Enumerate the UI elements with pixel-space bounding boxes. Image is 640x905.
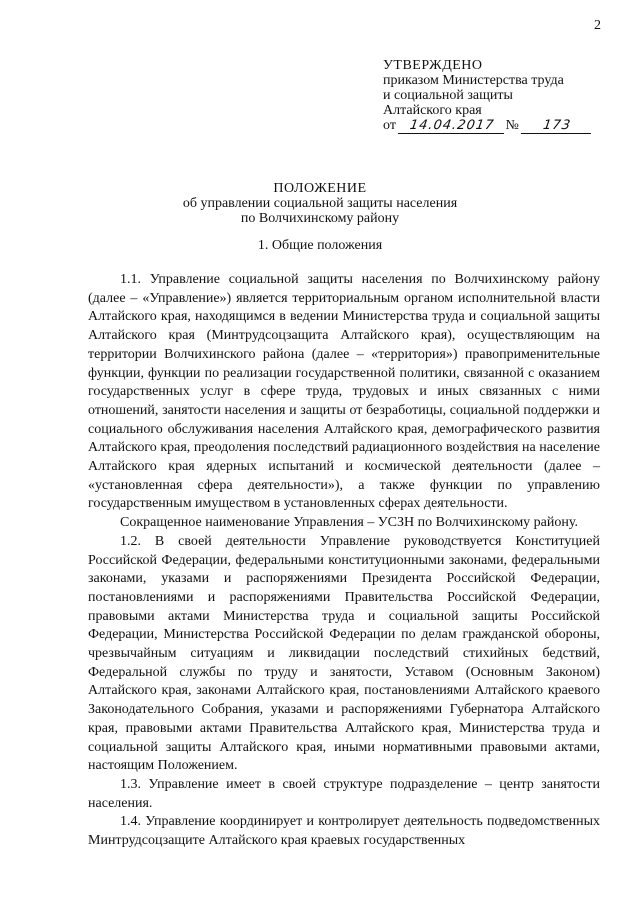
paragraph: Сокращенное наименование Управления – УСЗН по Волчихинскому району. — [120, 515, 578, 531]
date-prefix: от — [383, 118, 396, 133]
approval-line: Алтайского края — [383, 103, 482, 118]
section-title: 1. Общие положения — [257, 238, 383, 253]
approval-line: приказом Министерства труда — [383, 73, 564, 88]
paragraph: 1.4. Управление координирует и контролирует деятельность подведомственных Минтрудсоцзащите Алтайского края краевых государственных — [88, 814, 600, 849]
approval-date-line — [383, 118, 613, 134]
page-number: 2 — [594, 18, 601, 33]
handwritten-date: 14.04.2017 — [398, 118, 506, 134]
approval-title: УТВЕРЖДЕНО — [383, 58, 483, 73]
document-heading — [0, 181, 640, 226]
number-prefix: № — [505, 118, 519, 133]
approval-line: и социальной защиты — [383, 88, 513, 103]
document-subtitle: по Волчихинскому району — [240, 211, 400, 226]
document-title: ПОЛОЖЕНИЕ — [273, 181, 367, 196]
paragraph: 1.1. Управление социальной защиты населения по Волчихинскому району (далее – «Управление») является территориальным органом исполнительной власти Алтайского края, находящимся в ведении Министерства труда и социальной защиты Алтайского края (Минтрудсоцзащита Алтайского края), осуществляющим на территории Волчихинского района (далее – «территория») правоприменительные функции, функции по реализации государственной политики, связанной с оказанием государственных услуг в сфере труда, трудовых и иных связанных с ними отношений, занятости населения и защиты от безработицы, социальной поддержки и социального обслуживания населения Алтайского края, демографического развития Алтайского края, преодоления последствий радиационного воздействия на население Алтайского края ядерных испытаний и космической деятельности (далее – «установленная сфера деятельности»), а также функции по управлению государственным имуществом в установленных сферах деятельности. — [88, 272, 600, 512]
paragraph: 1.3. Управление имеет в своей структуре подразделение – центр занятости населения. — [88, 776, 600, 811]
document-subtitle: об управлении социальной защиты населения — [182, 196, 458, 211]
document-body — [88, 271, 600, 851]
paragraph: 1.2. В своей деятельности Управление руководствуется Конституцией Российской Федерации, федеральными конституционными законами, федеральными законами, указами и распоряжениями Президента Российской Федерации, постановлениями и распоряжениями Правительства Российской Федерации, правовыми актами Министерства труда и социальной защиты Российской Федерации, Министерства Российской Федерации по делам гражданской обороны, чрезвычайным ситуациям и ликвидации последствий стихийных бедствий, Федеральной службы по труду и занятости, Уставом (Основным Законом) Алтайского края, законами Алтайского края, постановлениями Алтайского краевого Законодательного Собрания, указами и распоряжениями Губернатора Алтайского края, правовыми актами Правительства Алтайского края, Министерства труда и социальной защиты Алтайского края, иными нормативными правовыми актами, настоящим Положением. — [88, 533, 600, 774]
approval-stamp-block — [383, 58, 613, 134]
handwritten-number: 173 — [521, 118, 593, 134]
